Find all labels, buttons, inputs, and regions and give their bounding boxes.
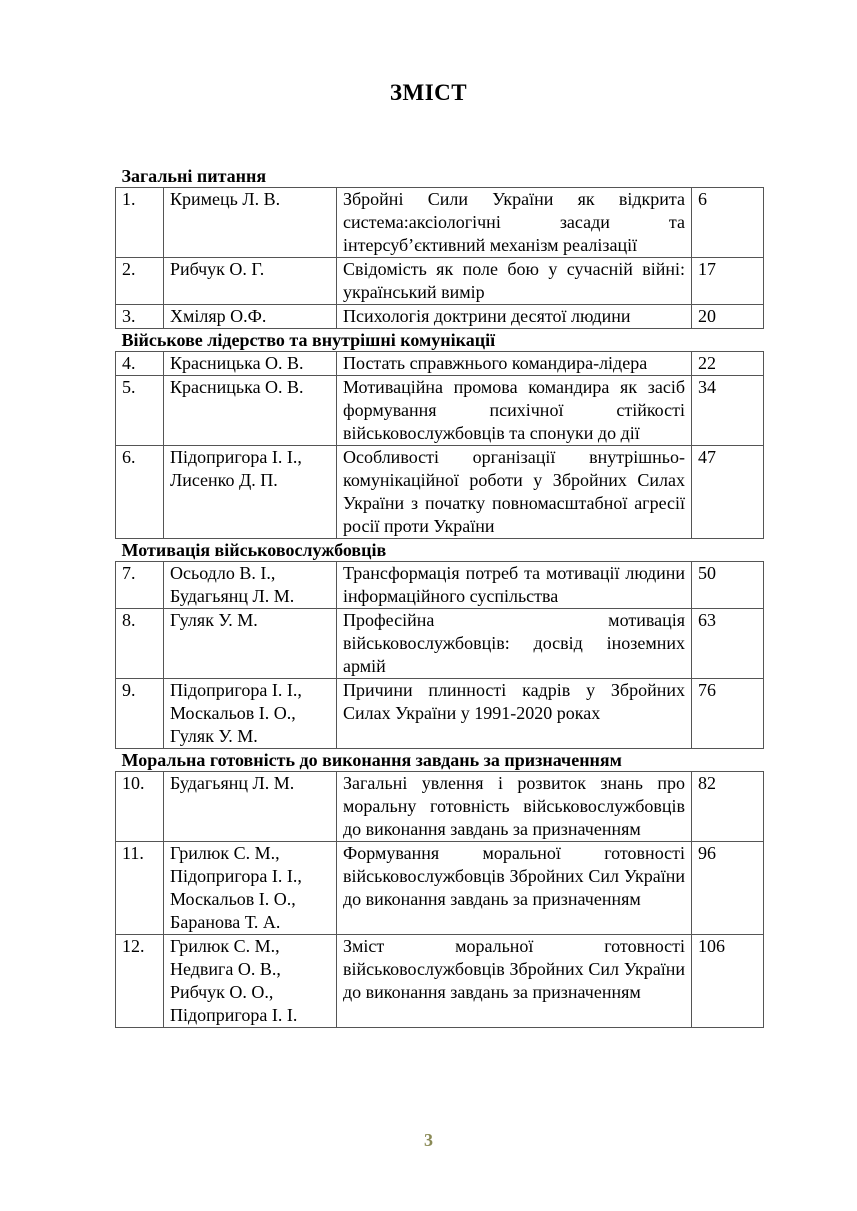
section-heading-row bbox=[116, 329, 764, 352]
entry-page: 47 bbox=[692, 446, 764, 539]
entry-number: 12. bbox=[116, 935, 164, 1028]
entry-page: 63 bbox=[692, 609, 764, 679]
entry-number: 1. bbox=[116, 188, 164, 258]
entry-topic: Збройні Сили України як відкрита система:аксіологічні засади та інтерсуб’єктивний механізм реалізації bbox=[337, 188, 692, 258]
entry-number: 6. bbox=[116, 446, 164, 539]
author-name: Лисенко Д. П. bbox=[170, 470, 278, 490]
entry-topic: Психологія доктрини десятої людини bbox=[337, 305, 692, 329]
table-of-contents bbox=[115, 165, 764, 1028]
section-heading: Моральна готовність до виконання завдань за призначенням bbox=[116, 749, 764, 772]
entry-page: 17 bbox=[692, 258, 764, 305]
author-name: Москальов І. О., bbox=[170, 703, 296, 723]
section-heading: Мотивація військовослужбовців bbox=[116, 539, 764, 562]
author-name: Рибчук О. О., bbox=[170, 982, 274, 1002]
entry-page: 82 bbox=[692, 772, 764, 842]
entry-page: 20 bbox=[692, 305, 764, 329]
table-row bbox=[116, 772, 764, 842]
entry-topic: Причини плинності кадрів у Збройних Силах України у 1991-2020 роках bbox=[337, 679, 692, 749]
entry-page: 76 bbox=[692, 679, 764, 749]
entry-authors bbox=[164, 352, 337, 376]
entry-authors bbox=[164, 842, 337, 935]
section-heading: Військове лідерство та внутрішні комунікації bbox=[116, 329, 764, 352]
entry-topic: Свідомість як поле бою у сучасній війні: український вимір bbox=[337, 258, 692, 305]
table-row bbox=[116, 562, 764, 609]
table-row bbox=[116, 679, 764, 749]
entry-page: 34 bbox=[692, 376, 764, 446]
author-name: Кримець Л. В. bbox=[170, 189, 281, 209]
entry-topic: Загальні увлення і розвиток знань про моральну готовність військовослужбовців до виконання завдань за призначенням bbox=[337, 772, 692, 842]
entry-number: 9. bbox=[116, 679, 164, 749]
entry-authors bbox=[164, 305, 337, 329]
author-name: Рибчук О. Г. bbox=[170, 259, 265, 279]
entry-topic: Мотиваційна промова командира як засіб формування психічної стійкості військовослужбовців та спонуки до дії bbox=[337, 376, 692, 446]
entry-authors bbox=[164, 446, 337, 539]
author-name: Підопригора І. І., bbox=[170, 680, 302, 700]
author-name: Підопригора І. І. bbox=[170, 1005, 298, 1025]
table-row bbox=[116, 352, 764, 376]
entry-authors bbox=[164, 935, 337, 1028]
entry-page: 50 bbox=[692, 562, 764, 609]
table-row bbox=[116, 258, 764, 305]
page-title: ЗМІСТ bbox=[389, 80, 468, 105]
entry-page: 22 bbox=[692, 352, 764, 376]
entry-number: 8. bbox=[116, 609, 164, 679]
entry-topic: Зміст моральної готовності військовослужбовців Збройних Сил України до виконання завдань за призначенням bbox=[337, 935, 692, 1028]
entry-topic: Особливості організації внутрішньо-комунікаційної роботи у Збройних Силах України з початку повномасштабної агресії росії проти України bbox=[337, 446, 692, 539]
table-row bbox=[116, 376, 764, 446]
entry-authors bbox=[164, 188, 337, 258]
author-name: Красницька О. В. bbox=[170, 377, 304, 397]
author-name: Осьодло В. І., bbox=[170, 563, 276, 583]
entry-authors bbox=[164, 376, 337, 446]
section-heading-row bbox=[116, 539, 764, 562]
author-name: Баранова Т. А. bbox=[170, 912, 281, 932]
entry-number: 2. bbox=[116, 258, 164, 305]
entry-authors bbox=[164, 679, 337, 749]
table-row bbox=[116, 842, 764, 935]
author-name: Будагьянц Л. М. bbox=[170, 773, 295, 793]
section-heading-row bbox=[116, 749, 764, 772]
entry-authors bbox=[164, 258, 337, 305]
table-row bbox=[116, 188, 764, 258]
table-row bbox=[116, 446, 764, 539]
entry-topic: Професійна мотивація військовослужбовців: досвід іноземних армій bbox=[337, 609, 692, 679]
author-name: Хміляр О.Ф. bbox=[170, 306, 267, 326]
entry-number: 3. bbox=[116, 305, 164, 329]
entry-number: 11. bbox=[116, 842, 164, 935]
page-number: 3 bbox=[424, 1130, 433, 1150]
author-name: Гуляк У. М. bbox=[170, 610, 258, 630]
entry-number: 10. bbox=[116, 772, 164, 842]
entry-page: 106 bbox=[692, 935, 764, 1028]
author-name: Будагьянц Л. М. bbox=[170, 586, 295, 606]
author-name: Москальов І. О., bbox=[170, 889, 296, 909]
entry-page: 96 bbox=[692, 842, 764, 935]
section-heading: Загальні питання bbox=[116, 165, 764, 188]
section-heading-row bbox=[116, 165, 764, 188]
table-row bbox=[116, 609, 764, 679]
table-row bbox=[116, 935, 764, 1028]
entry-authors bbox=[164, 562, 337, 609]
entry-page: 6 bbox=[692, 188, 764, 258]
entry-authors bbox=[164, 772, 337, 842]
entry-number: 5. bbox=[116, 376, 164, 446]
entry-number: 7. bbox=[116, 562, 164, 609]
entry-topic: Формування моральної готовності військовослужбовців Збройних Сил України до виконання завдань за призначенням bbox=[337, 842, 692, 935]
author-name: Гуляк У. М. bbox=[170, 726, 258, 746]
author-name: Недвига О. В., bbox=[170, 959, 281, 979]
entry-number: 4. bbox=[116, 352, 164, 376]
entry-authors bbox=[164, 609, 337, 679]
author-name: Красницька О. В. bbox=[170, 353, 304, 373]
author-name: Підопригора І. І., bbox=[170, 866, 302, 886]
author-name: Підопригора І. І., bbox=[170, 447, 302, 467]
entry-topic: Трансформація потреб та мотивації людини інформаційного суспільства bbox=[337, 562, 692, 609]
entry-topic: Постать справжнього командира-лідера bbox=[337, 352, 692, 376]
table-row bbox=[116, 305, 764, 329]
author-name: Грилюк С. М., bbox=[170, 936, 280, 956]
author-name: Грилюк С. М., bbox=[170, 843, 280, 863]
